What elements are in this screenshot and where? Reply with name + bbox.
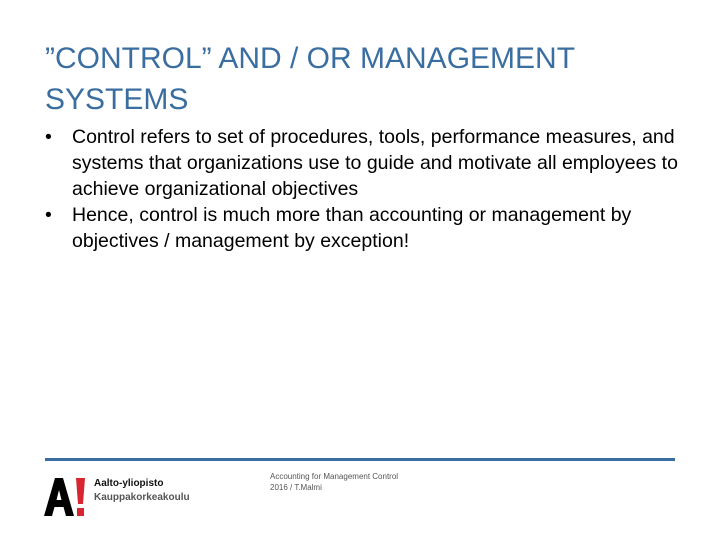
bullet-marker: • <box>45 204 52 226</box>
aalto-logo-icon <box>44 478 86 516</box>
bullet-text: Hence, control is much more than accounting or management by objectives / management by exception! <box>72 204 632 252</box>
bullet-text: Control refers to set of procedures, tools, performance measures, and systems that organizations use to guide and motivate all employees to achieve organizational objectives <box>72 126 678 200</box>
slide-title: ”CONTROL” AND / OR MANAGEMENT SYSTEMS <box>45 42 575 116</box>
logo-line-university: Aalto-yliopisto <box>94 478 164 489</box>
bullet-list <box>45 124 695 254</box>
logo-line-school: Kauppakorkeakoulu <box>94 492 190 503</box>
logo-wordmark <box>94 477 190 505</box>
footer-note: Accounting for Management Control 2016 / T.Malmi <box>270 472 399 492</box>
bullet-marker: • <box>45 126 52 148</box>
bullet-item <box>45 124 695 202</box>
bullet-item <box>45 202 695 254</box>
footer-divider <box>45 458 675 461</box>
